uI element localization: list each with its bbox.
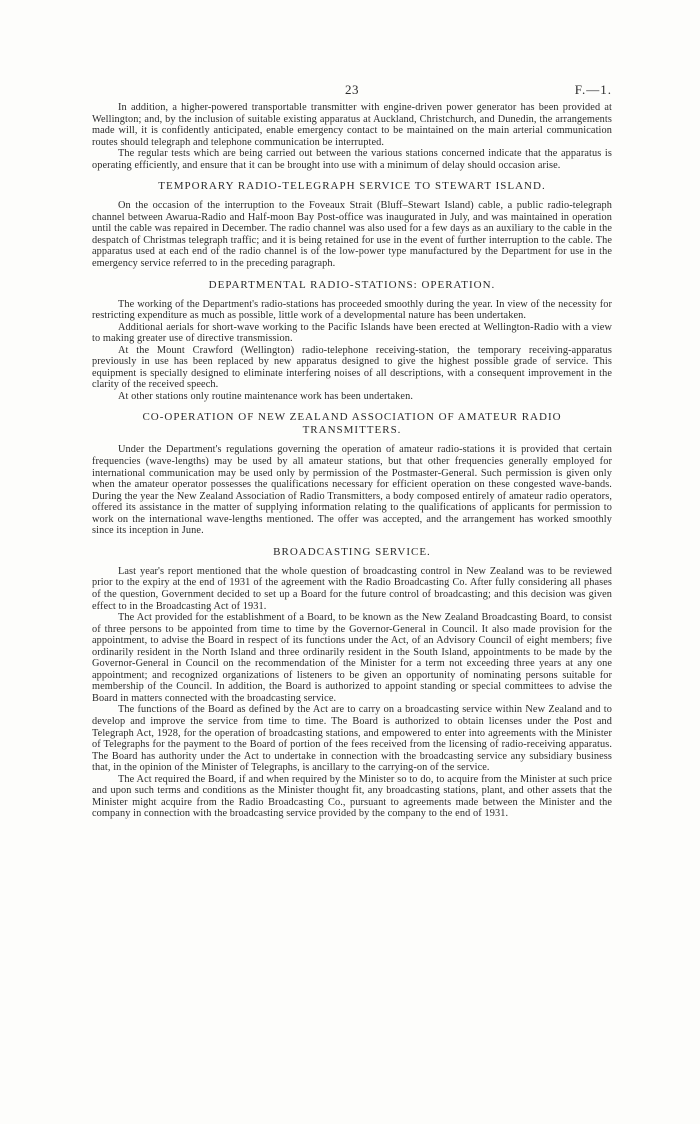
paragraph: Under the Department's regulations governing the operation of amateur radio-stations it is provided that certain frequencies (wave-lengths) may be used by all amateur stations, but that other frequencies generally employed for international communication may be used only by permission of the Postmaster-General. Such permission is given only when the amateur operator possesses the qualifications necessary for efficient operation on these congested wave-bands. During the year the New Zealand Association of Radio Transmitters, a body composed entirely of amateur radio operators, offered its assistance in the matter of supplying information relating to the qualifications of applicants for permission to work on the international wave-lengths mentioned. The offer was accepted, and the arrangement has worked smoothly since its inception in June. [92,444,612,537]
section-amateur-radio-cooperation [92,411,612,536]
paragraph: The working of the Department's radio-stations has proceeded smoothly during the year. In view of the necessity for restricting expenditure as much as possible, little work of a developmental nature has been undertaken. [92,298,612,322]
section-heading: BROADCASTING SERVICE. [273,545,431,558]
paragraph: In addition, a higher-powered transportable transmitter with engine-driven power generator has been provided at Wellington; and, by the inclusion of suitable existing apparatus at Auckland, Christchurch, and Dunedin, the arrangements made will, it is confidently anticipated, enable emergency contact to be maintained on the main arterial communication routes should telegraph and telephone communication be interrupted. [92,102,612,148]
paragraph: At the Mount Crawford (Wellington) radio-telephone receiving-station, the temporary receiving-apparatus previously in use has been replaced by new apparatus designed to give the highest possible grade of service. This equipment is specially designed to eliminate interfering noises of all descriptions, with a consequent improvement in the clarity of the received speech. [92,344,612,391]
section-heading: DEPARTMENTAL RADIO-STATIONS: OPERATION. [208,278,496,291]
section-heading: TEMPORARY RADIO-TELEGRAPH SERVICE TO STEWART ISLAND. [158,180,546,193]
section-emergency-transmitters [92,102,612,171]
paragraph: At other stations only routine maintenance work has been undertaken. [118,390,414,402]
report-reference: F.—1. [574,82,612,97]
page-header [92,0,612,97]
section-stewart-island-service [92,180,612,269]
paragraph: The Act required the Board, if and when required by the Minister so to do, to acquire from the Minister at such price and upon such terms and conditions as the Minister thought fit, any broadcasting stations, plant, and other assets that the Minister might acquire from the Radio Broadcasting Co., pursuant to agreements made between the Minister and the company in connection with the broadcasting service provided by the company to the end of 1931. [92,773,612,820]
paragraph: The regular tests which are being carried out between the various stations concerned indicate that the apparatus is operating efficiently, and ensure that it can be brought into use with a minimum of delay should occasion arise. [92,148,612,171]
section-heading: CO-OPERATION OF NEW ZEALAND ASSOCIATION OF AMATEUR RADIO TRANSMITTERS. [142,411,562,437]
section-departmental-radio-stations [92,279,612,403]
paragraph: On the occasion of the interruption to the Foveaux Strait (Bluff–Stewart Island) cable, a public radio-telegraph channel between Awarua-Radio and Half-moon Bay Post-office was inaugurated in July, and was maintained in operation until the cable was repaired in December. The radio channel was also used for a few days as an auxiliary to the cable in the despatch of Christmas telegraph traffic; and it is being retained for use in the event of further interruption to the cable. The apparatus used at each end of the radio channel is of the low-power type manufactured by the Department for use in the emergency service referred to in the preceding paragraph. [92,200,612,270]
page-number: 23 [345,82,359,97]
paragraph: Additional aerials for short-wave working to the Pacific Islands have been erected at Wellington-Radio with a view to making greater use of directive transmission. [92,321,612,345]
paragraph: The Act provided for the establishment of a Board, to be known as the New Zealand Broadcasting Board, to consist of three persons to be appointed from time to time by the Governor-General in Council. It also made provision for the appointment, to advise the Board in respect of its functions under the Act, of an Advisory Council of eight members; five ordinarily resident in the North Island and three ordinarily resident in the South Island, appointments to be made by the Governor-General in Council on the recommendation of the Minister for a term not exceeding three years at any one appointment; and recognized organizations of listeners to be given an opportunity of nominating persons suitable for membership of the Council. In addition, the Board is authorized to appoint standing or special committees to advise the Board in matters connected with the broadcasting service. [92,612,612,704]
paragraph: Last year's report mentioned that the whole question of broadcasting control in New Zealand was to be reviewed prior to the expiry at the end of 1931 of the agreement with the Radio Broadcasting Co. After fully considering all phases of the question, Government decided to set up a Board for the future control of broadcasting; and this decision was given effect to in the Broadcasting Act of 1931. [92,565,612,612]
paragraph: The functions of the Board as defined by the Act are to carry on a broadcasting service within New Zealand and to develop and improve the service from time to time. The Board is authorized to obtain licenses under the Post and Telegraph Act, 1928, for the operation of broadcasting stations, and empowered to enter into agreements with the Minister of Telegraphs for the payment to the Board of portion of the fees received from the licensing of radio-receiving apparatus. The Board has authority under the Act to undertake in connection with the broadcasting service any subsidiary business that, in the opinion of the Minister of Telegraphs, is ancillary to the carrying-on of the service. [92,704,612,774]
section-broadcasting-service [92,546,612,820]
document-body [92,102,612,820]
